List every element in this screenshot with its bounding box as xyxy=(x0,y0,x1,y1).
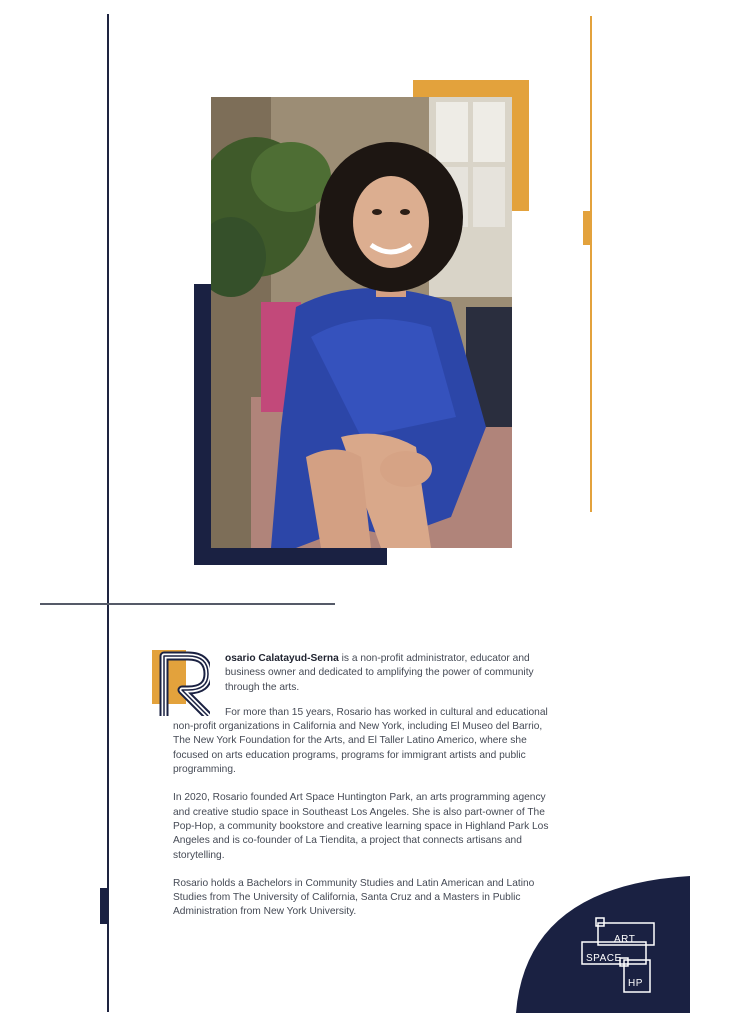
portrait-photo xyxy=(211,97,512,548)
logo-line-space: SPACE xyxy=(586,953,622,964)
logo-badge xyxy=(516,876,690,1013)
left-vertical-rule xyxy=(107,14,109,1012)
right-gold-rule xyxy=(590,16,592,512)
logo-line-hp: HP xyxy=(628,978,643,989)
art-space-hp-logo xyxy=(516,876,690,1013)
bio-intro xyxy=(225,652,557,695)
bio-intro-tail: is a non-profit administrator, educator and business owner and dedicated to amplifying the power of community through the arts. xyxy=(225,653,534,693)
horizontal-rule xyxy=(40,603,335,605)
bio-text xyxy=(173,652,557,934)
portrait-illustration xyxy=(211,97,512,548)
right-gold-tab xyxy=(583,211,591,245)
bio-para-experience: For more than 15 years, Rosario has worked in cultural and educational non-profit organizations in California and New York, including El Museo del Barrio, The New York Foundation for the Arts, and El Taller Latino Americo, where she focused on arts education programs, programs for immigrant artists and public programming. xyxy=(173,706,548,776)
bio-para-founder: In 2020, Rosario founded Art Space Huntington Park, an arts programming agency and creative studio space in Southeast Los Angeles. She is also part-owner of The Pop-Hop, a community bookstore and creative learning space in Highland Park Los Angeles and is co-founder of La Tiendita, a project that connects artisans and storytelling. xyxy=(173,792,549,861)
bio-name: osario Calatayud-Serna xyxy=(225,653,339,664)
logo-line-art: ART xyxy=(614,934,636,945)
left-navy-tab xyxy=(100,888,108,924)
bio-para-education: Rosario holds a Bachelors in Community Studies and Latin American and Latino Studies from The University of California, Santa Cruz and a Masters in Public Administration from New York University. xyxy=(173,877,535,918)
